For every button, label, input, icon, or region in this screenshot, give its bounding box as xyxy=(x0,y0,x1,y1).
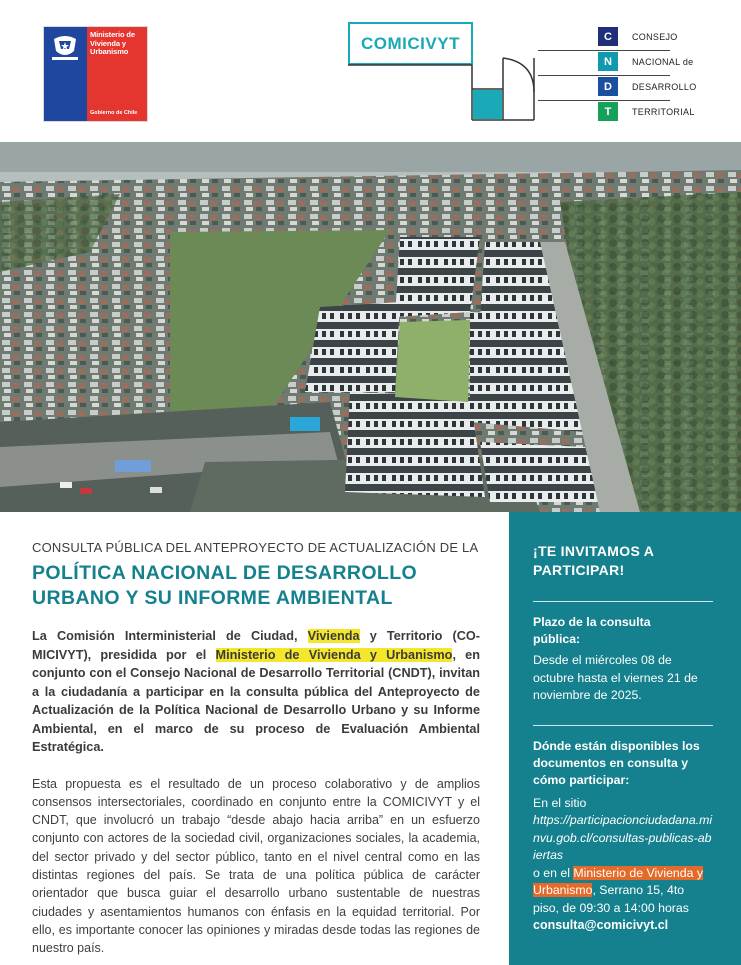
comicivyt-wordmark: COMICIVYT xyxy=(348,22,473,65)
body-paragraph: Esta propuesta es el resultado de un proceso colaborativo y de amplios consensos intersectoriales, coordinado en conjunto entre la COMICIVYT y el CNDT, que involucró un trabajo “desde abajo hacia arriba” en un esfuerzo conjunto con actores de la sociedad civil, organizaciones sociales, la academia, del sector privado y del sector público, tanto en el nivel central como en las distintas regiones del país. Se trata de una política pública de carácter orientador que busca guiar el desarrollo urbano sustentable de nuestras ciudades y asentamientos humanos con énfasis en la equidad territorial. Por ello, es importante conocer las opiniones y miradas desde todas las regiones de nuestro país. xyxy=(32,776,480,956)
minvu-logo-blue xyxy=(44,27,87,121)
title-line-1: POLÍTICA NACIONAL DE DESARROLLO xyxy=(32,562,418,584)
cndt-word-desarrollo: DESARROLLO xyxy=(632,82,697,92)
minvu-logo-red xyxy=(87,27,147,121)
cndt-letter-n: N xyxy=(598,52,618,71)
minvu-logo xyxy=(43,26,148,122)
lead-text: , en conjunto con el Consejo Nacional de Desarrollo Territorial (CNDT), invitan a la ciudadanía a participar en la consulta pública del Anteproyecto de Actualización de la Política Nacional de Desarrollo Urbano y su Informe Ambiental, en el marco de su proceso de Evaluación Ambiental Estratégica. xyxy=(32,647,480,754)
cndt-word-nacional: NACIONAL de xyxy=(632,57,694,67)
cndt-rule xyxy=(538,75,670,76)
ministerio-highlight: Ministerio de Vivienda y Urbanismo xyxy=(533,865,703,897)
comicivyt-logo xyxy=(348,22,534,122)
plazo-text: Desde el miércoles 08 de octubre hasta el viernes 21 de noviembre de 2025. xyxy=(533,653,698,702)
cndt-letter-t: T xyxy=(598,102,618,121)
cndt-rule xyxy=(538,100,670,101)
coat-of-arms-icon xyxy=(48,33,82,63)
cndt-letter-d: D xyxy=(598,77,618,96)
en-sitio-text: En el sitio xyxy=(533,795,587,810)
sidebar-divider xyxy=(533,601,713,602)
comicivyt-graphic xyxy=(348,22,538,122)
sidebar-heading: ¡TE INVITAMOS A PARTICIPAR! xyxy=(533,543,654,578)
consultation-link[interactable]: https://participacionciudadana.minvu.gob.cl/consultas-publicas-abiertas xyxy=(533,813,713,862)
aerial-housing-photo xyxy=(0,142,741,512)
main-content xyxy=(32,540,480,957)
cndt-rule xyxy=(538,50,670,51)
minvu-line2: Vivienda y xyxy=(90,38,126,48)
contact-email-link[interactable]: consulta@comicivyt.cl xyxy=(533,918,669,932)
participation-info xyxy=(533,795,713,918)
cndt-word-consejo: CONSEJO xyxy=(632,32,678,42)
address-text: , Serrano 15, 4to piso, de 09:30 a 14:00 horas xyxy=(533,883,689,915)
title-line-2: URBANO Y SU INFORME AMBIENTAL xyxy=(32,587,393,609)
kicker: CONSULTA PÚBLICA DEL ANTEPROYECTO DE ACTUALIZACIÓN DE LA xyxy=(32,540,479,555)
sidebar xyxy=(509,512,741,965)
cndt-logo xyxy=(568,25,728,121)
donde-title: Dónde están disponibles los documentos en consulta y cómo participar: xyxy=(533,738,700,787)
sidebar-divider xyxy=(533,725,713,726)
gobierno-label: Gobierno de Chile xyxy=(90,110,138,116)
lead-text: La Comisión Interministerial de Ciudad, xyxy=(32,629,308,643)
plazo-title: Plazo de la consulta pública: xyxy=(533,615,651,646)
o-en-text: o en el xyxy=(533,865,574,880)
lead-highlight-ministerio: Ministerio de Vivienda y Urbanismo xyxy=(215,647,453,662)
aerial-photo-illustration xyxy=(0,142,741,512)
lead-text: y Territorio (CO-MICIVYT), presidida por el xyxy=(32,629,480,662)
minvu-line3: Urbanismo xyxy=(90,47,129,56)
cndt-word-territorial: TERRITORIAL xyxy=(632,107,695,117)
cndt-letter-c: C xyxy=(598,27,618,46)
lead-paragraph xyxy=(32,627,480,757)
page-title xyxy=(32,561,480,611)
minvu-line1: Ministerio de xyxy=(90,30,135,39)
lead-highlight-vivienda: Vivienda xyxy=(307,629,360,643)
header xyxy=(0,0,741,142)
